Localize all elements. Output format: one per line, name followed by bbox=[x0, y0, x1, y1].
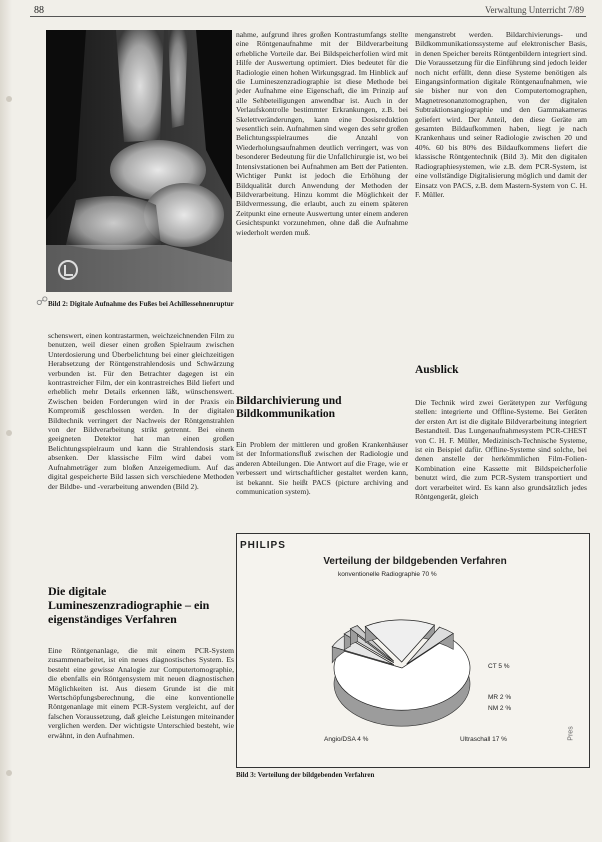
body-text: Eine Röntgenanlage, die mit einem PCR-System zusammenarbeitet, ist ein neues diagnostisches System. Es besteht eine gewisse Analogie zur Computertomographie, die ebenfalls ein Röntgensystem mit neuen diagnostischen Möglichkeiten ist. Aus diesem Grunde ist die mit Wertschöpfungsberechnung, die eine konventionelle Röntgenanlage mit einem PCR-System vergleicht, auf der falschen Voraussetzung, daß gleiche Leistungen miteinander verglichen werden. Der wichtigste Unterschied besteht, wie erwähnt, in den Aufnahmen. bbox=[48, 646, 234, 740]
section-heading: Bildarchivierung und Bildkommunikation bbox=[236, 395, 342, 420]
section-heading: Ausblick bbox=[415, 364, 459, 376]
pie-slice-label: Angio/DSA 4 % bbox=[324, 736, 369, 743]
chart-title: Verteilung der bildgebenden Verfahren bbox=[323, 556, 507, 567]
brand-logo: PHILIPS bbox=[240, 540, 286, 551]
xray-image bbox=[46, 30, 232, 292]
caption-marker-icon: ☍ bbox=[36, 294, 49, 308]
foot-xray-drawing bbox=[46, 30, 232, 292]
body-text: Die Technik wird zwei Gerätetypen zur Verfügung stellen: integrierte und Offline-Systeme. Bei Geräten der ersten Art ist die digitale Bildverarbeitung integriert Bestandteil. Das Lungenaufnahmesystem PCR-CHEST von C. H. F. Müller, Medizinisch-Technische Systeme, ist ein Beispiel dafür. Offline-Systeme sind solche, bei denen anstelle der herkömmlichen Film-Folien-Kombination eine Kassette mit Bildspeicherfolie benutzt wird, die zum PCR-System transportiert und dort verarbeitet wird. Es kann also grundsätzlich jedes Röntgengerät, gleich bbox=[415, 398, 587, 502]
body-text: Ein Problem der mittleren und großen Krankenhäuser ist der Informationsfluß zwischen der Radiologie und anderen Abteilungen. Die Antwort auf die Frage, wie er verbessert und wirtschaftlicher gestaltet werden kann, ist bekannt. Sie heißt PACS (picture archiving and communication system). bbox=[236, 440, 408, 497]
binding-hole bbox=[6, 770, 12, 776]
pie-slice-label: CT 5 % bbox=[488, 663, 510, 670]
pie-slice-label: Ultraschall 17 % bbox=[460, 736, 507, 743]
page-number: 88 bbox=[34, 5, 44, 16]
pie-slice-label: NM 2 % bbox=[488, 705, 512, 712]
binding-hole bbox=[6, 430, 12, 436]
section-heading: Die digitale Lumineszenzradiographie – ein eigenständiges Verfahren bbox=[48, 584, 210, 626]
journal-header: Verwaltung Unterricht 7/89 bbox=[485, 5, 584, 15]
figure-caption: Bild 3: Verteilung der bildgebenden Verfahren bbox=[236, 771, 375, 779]
side-mark: Pres bbox=[567, 726, 575, 741]
pie-chart bbox=[236, 568, 588, 766]
pie-slice-label: MR 2 % bbox=[488, 694, 512, 701]
page-edge bbox=[0, 0, 12, 842]
body-text: schenswert, einen kontrastarmen, weichzeichnenden Film zu benutzen, weil dieser einen großen Spielraum zwischen Unterdosierung und Überbelichtung bei einer gleichzeitigen Herabsetzung der Röntgenstrahlendosis und Schwärzung verbunden ist. Für den Betrachter dagegen ist ein kontrastreicher Film, der ein kontrastreiches Bild liefert und erheblich mehr Details erkennen läßt, wünschenswert. Zwischen beiden Forderungen wird in der Praxis ein Kompromiß geschlossen werden. In der digitalen Bildtechnik verringert der Nachweis der Röntgenstrahlen von der Bildverarbeitung strikt getrennt. Bei einem geeigneten Detektor hat man einen großen Belichtungsspielraum und kann die Strahlendosis stark absenken. Der klassische Film wird dabei vom Aufnahmeträger zum bloßen Anzeigemedium. Auf das digital gespeicherte Bild lassen sich verschiedene Methoden der Bildbe- und -verarbeitung anwenden (Bild 2). bbox=[48, 331, 234, 491]
figure-caption: Bild 2: Digitale Aufnahme des Fußes bei Achillessehnenruptur bbox=[48, 300, 234, 308]
pie-slice-label: konventionelle Radiographie 70 % bbox=[338, 571, 437, 578]
binding-hole bbox=[6, 96, 12, 102]
header-rule bbox=[30, 16, 586, 17]
body-text: nahme, aufgrund ihres großen Kontrastumfangs stellte eine Röntgenaufnahme mit der Bildverarbeitung erhebliche Vorteile dar. Bei Bildspeicherfolien wird mit Hilfe der Auswertung optimiert. Dies bedeutet für die Radiologie einen hohen Wirkungsgrad. Im Hinblick auf die Lumineszenzradiographie ist diese Methode bei jeder Aufnahme eine Eigenschaft, die im Prinzip auf alle Sehbeteiligungen anwendbar ist. Auch in der Verlaufskontrolle bestimmter Erkrankungen, z.B. bei Skelettveränderungen, kann eine Dosisreduktion wesentlich sein. Aufnahmen sind wegen des sehr großen Belichtungsspielraumes die Anzahl von Wiederholungsaufnahmen deutlich verringert, was von besonderer Bedeutung für die Unfallchirurgie ist, wo bei Intensivstationen bei Aufnahmen am Bett der Patienten. Wichtiger Punkt ist jedoch die Erhöhung der Bildqualität durch Anwendung der Methoden der Bildverarbeitung. Hinzu kommt die Möglichkeit der Bildvermessung, die erlaubt, auch zu einem späteren Zeitpunkt eine erneute Auswertung unter einem anderen Gesichtspunkt vorzunehmen, ohne daß die Aufnahme wiederholt werden muß. bbox=[236, 30, 408, 237]
body-text: menganstrebt werden. Bildarchivierungs- und Bildkommunikationssysteme auf elektronischer Basis, in denen Speicher bereits Röntgenbildern integriert sind. Die Voraussetzung für die Einführung sind jedoch leider noch nicht erfüllt, denn diese Systeme benötigen als Eingangsinformation digitale Röntgenaufnahmen, wie sie bisher nur von den Computertomographen, Magnetresonanztomographen, von der digitalen Subtraktionsangiographie und den Gammakameras geliefert wird. Der Anteil, den diese Geräte am gesamten Bildaufkommen haben, liegt je nach Krankenhaus und seiner Radiologie zwischen 20 und 40%. 60 bis 80% des Bildaufkommens liefert die klassische Röntgentechnik (Bild 3). Mit den digitalen Radiographiesystemen, wie z.B. dem PCR-System, ist eine vollständige Digitalisierung möglich und damit der Einsatz von PACS, z.B. dem Mastern-System von C. H. F. Müller. bbox=[415, 30, 587, 199]
